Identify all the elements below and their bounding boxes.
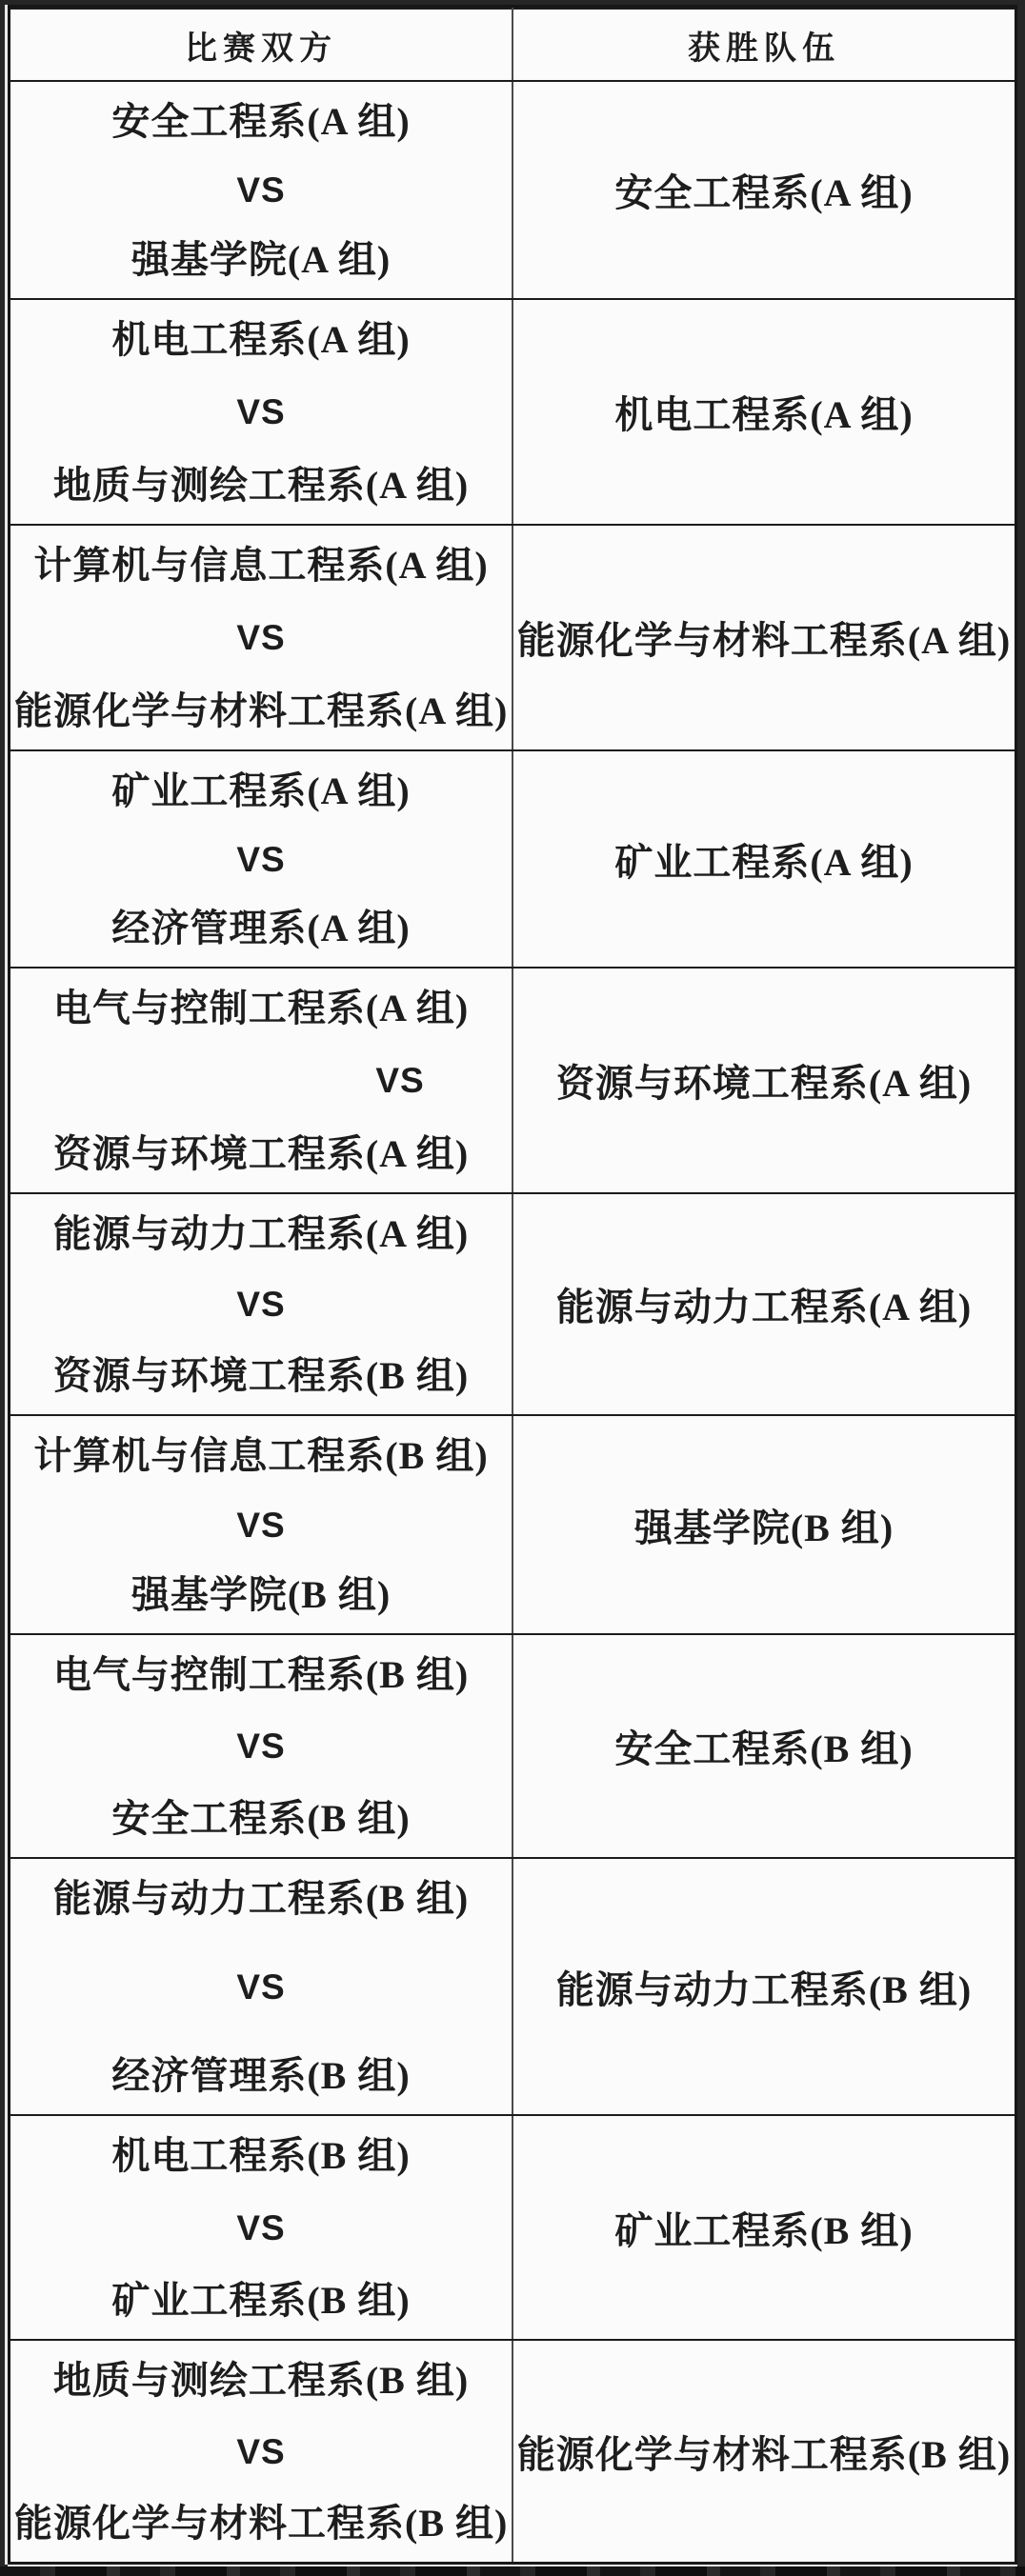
table-row: [10, 968, 1015, 1193]
table-row: [10, 299, 1015, 525]
matchup-cell: [10, 299, 512, 525]
table-row: [10, 1858, 1015, 2115]
vs-label: VS: [375, 1061, 425, 1101]
table-row: [10, 1415, 1015, 1634]
matchup-cell: [10, 1415, 512, 1634]
table-row: [10, 1193, 1015, 1415]
vs-label: VS: [236, 1505, 286, 1545]
team2-label: 资源与环境工程系(A 组): [52, 1132, 470, 1175]
winner-label: 能源与动力工程系(B 组): [512, 1858, 1015, 2115]
vs-label: VS: [236, 839, 286, 879]
team1-label: 矿业工程系(A 组): [111, 769, 411, 812]
team2-label: 矿业工程系(B 组): [111, 2279, 411, 2322]
team2-label: 地质与测绘工程系(A 组): [52, 464, 470, 507]
winner-label: 安全工程系(B 组): [512, 1634, 1015, 1858]
matchup-cell: [10, 750, 512, 968]
team1-label: 机电工程系(B 组): [111, 2134, 411, 2177]
winner-label: 能源化学与材料工程系(A 组): [512, 525, 1015, 750]
vs-label: VS: [236, 1285, 286, 1325]
winner-label: 强基学院(B 组): [512, 1415, 1015, 1634]
vs-label: VS: [236, 2431, 286, 2471]
matchup-cell: [10, 1858, 512, 2115]
winner-label: 矿业工程系(B 组): [512, 2115, 1015, 2340]
vs-label: VS: [236, 1727, 286, 1767]
header-row: [10, 9, 1015, 81]
winner-label: 矿业工程系(A 组): [512, 750, 1015, 968]
team1-label: 安全工程系(A 组): [111, 100, 411, 143]
team1-label: 电气与控制工程系(A 组): [52, 987, 470, 1029]
winner-label: 安全工程系(A 组): [512, 81, 1015, 299]
team1-label: 计算机与信息工程系(B 组): [33, 1434, 489, 1477]
team2-label: 资源与环境工程系(B 组): [52, 1354, 470, 1397]
table-row: [10, 750, 1015, 968]
column-header-matchup: 比赛双方: [10, 9, 512, 81]
vs-label: VS: [236, 2207, 286, 2247]
vs-label: VS: [236, 618, 286, 658]
team1-label: 计算机与信息工程系(A 组): [33, 544, 489, 587]
table-row: [10, 81, 1015, 299]
team2-label: 经济管理系(B 组): [111, 2054, 411, 2097]
matchup-cell: [10, 1193, 512, 1415]
column-header-winner: 获胜队伍: [512, 9, 1015, 81]
team2-label: 能源化学与材料工程系(A 组): [14, 689, 509, 732]
vs-label: VS: [236, 1967, 286, 2007]
table-row: [10, 1634, 1015, 1858]
matchup-cell: [10, 1634, 512, 1858]
winner-label: 能源与动力工程系(A 组): [512, 1193, 1015, 1415]
matchup-cell: [10, 968, 512, 1193]
results-table: [10, 8, 1015, 2564]
team2-label: 强基学院(A 组): [131, 238, 392, 281]
table-row: [10, 525, 1015, 750]
team1-label: 地质与测绘工程系(B 组): [52, 2359, 470, 2402]
team2-label: 安全工程系(B 组): [111, 1797, 411, 1840]
team2-label: 强基学院(B 组): [131, 1573, 392, 1616]
winner-label: 机电工程系(A 组): [512, 299, 1015, 525]
team1-label: 能源与动力工程系(A 组): [52, 1212, 470, 1255]
match-results-table: [8, 5, 1017, 2565]
team1-label: 能源与动力工程系(B 组): [52, 1877, 470, 1920]
winner-label: 资源与环境工程系(A 组): [512, 968, 1015, 1193]
team1-label: 电气与控制工程系(B 组): [52, 1653, 470, 1696]
team2-label: 能源化学与材料工程系(B 组): [14, 2502, 509, 2545]
matchup-cell: [10, 2340, 512, 2563]
winner-label: 能源化学与材料工程系(B 组): [512, 2340, 1015, 2563]
matchup-cell: [10, 525, 512, 750]
team2-label: 经济管理系(A 组): [111, 907, 411, 949]
bottom-edge-artifact: [0, 2566, 1025, 2576]
table-row: [10, 2115, 1015, 2340]
vs-label: VS: [236, 170, 286, 210]
matchup-cell: [10, 2115, 512, 2340]
table-row: [10, 2340, 1015, 2563]
matchup-cell: [10, 81, 512, 299]
team1-label: 机电工程系(A 组): [111, 318, 411, 361]
vs-label: VS: [236, 392, 286, 432]
